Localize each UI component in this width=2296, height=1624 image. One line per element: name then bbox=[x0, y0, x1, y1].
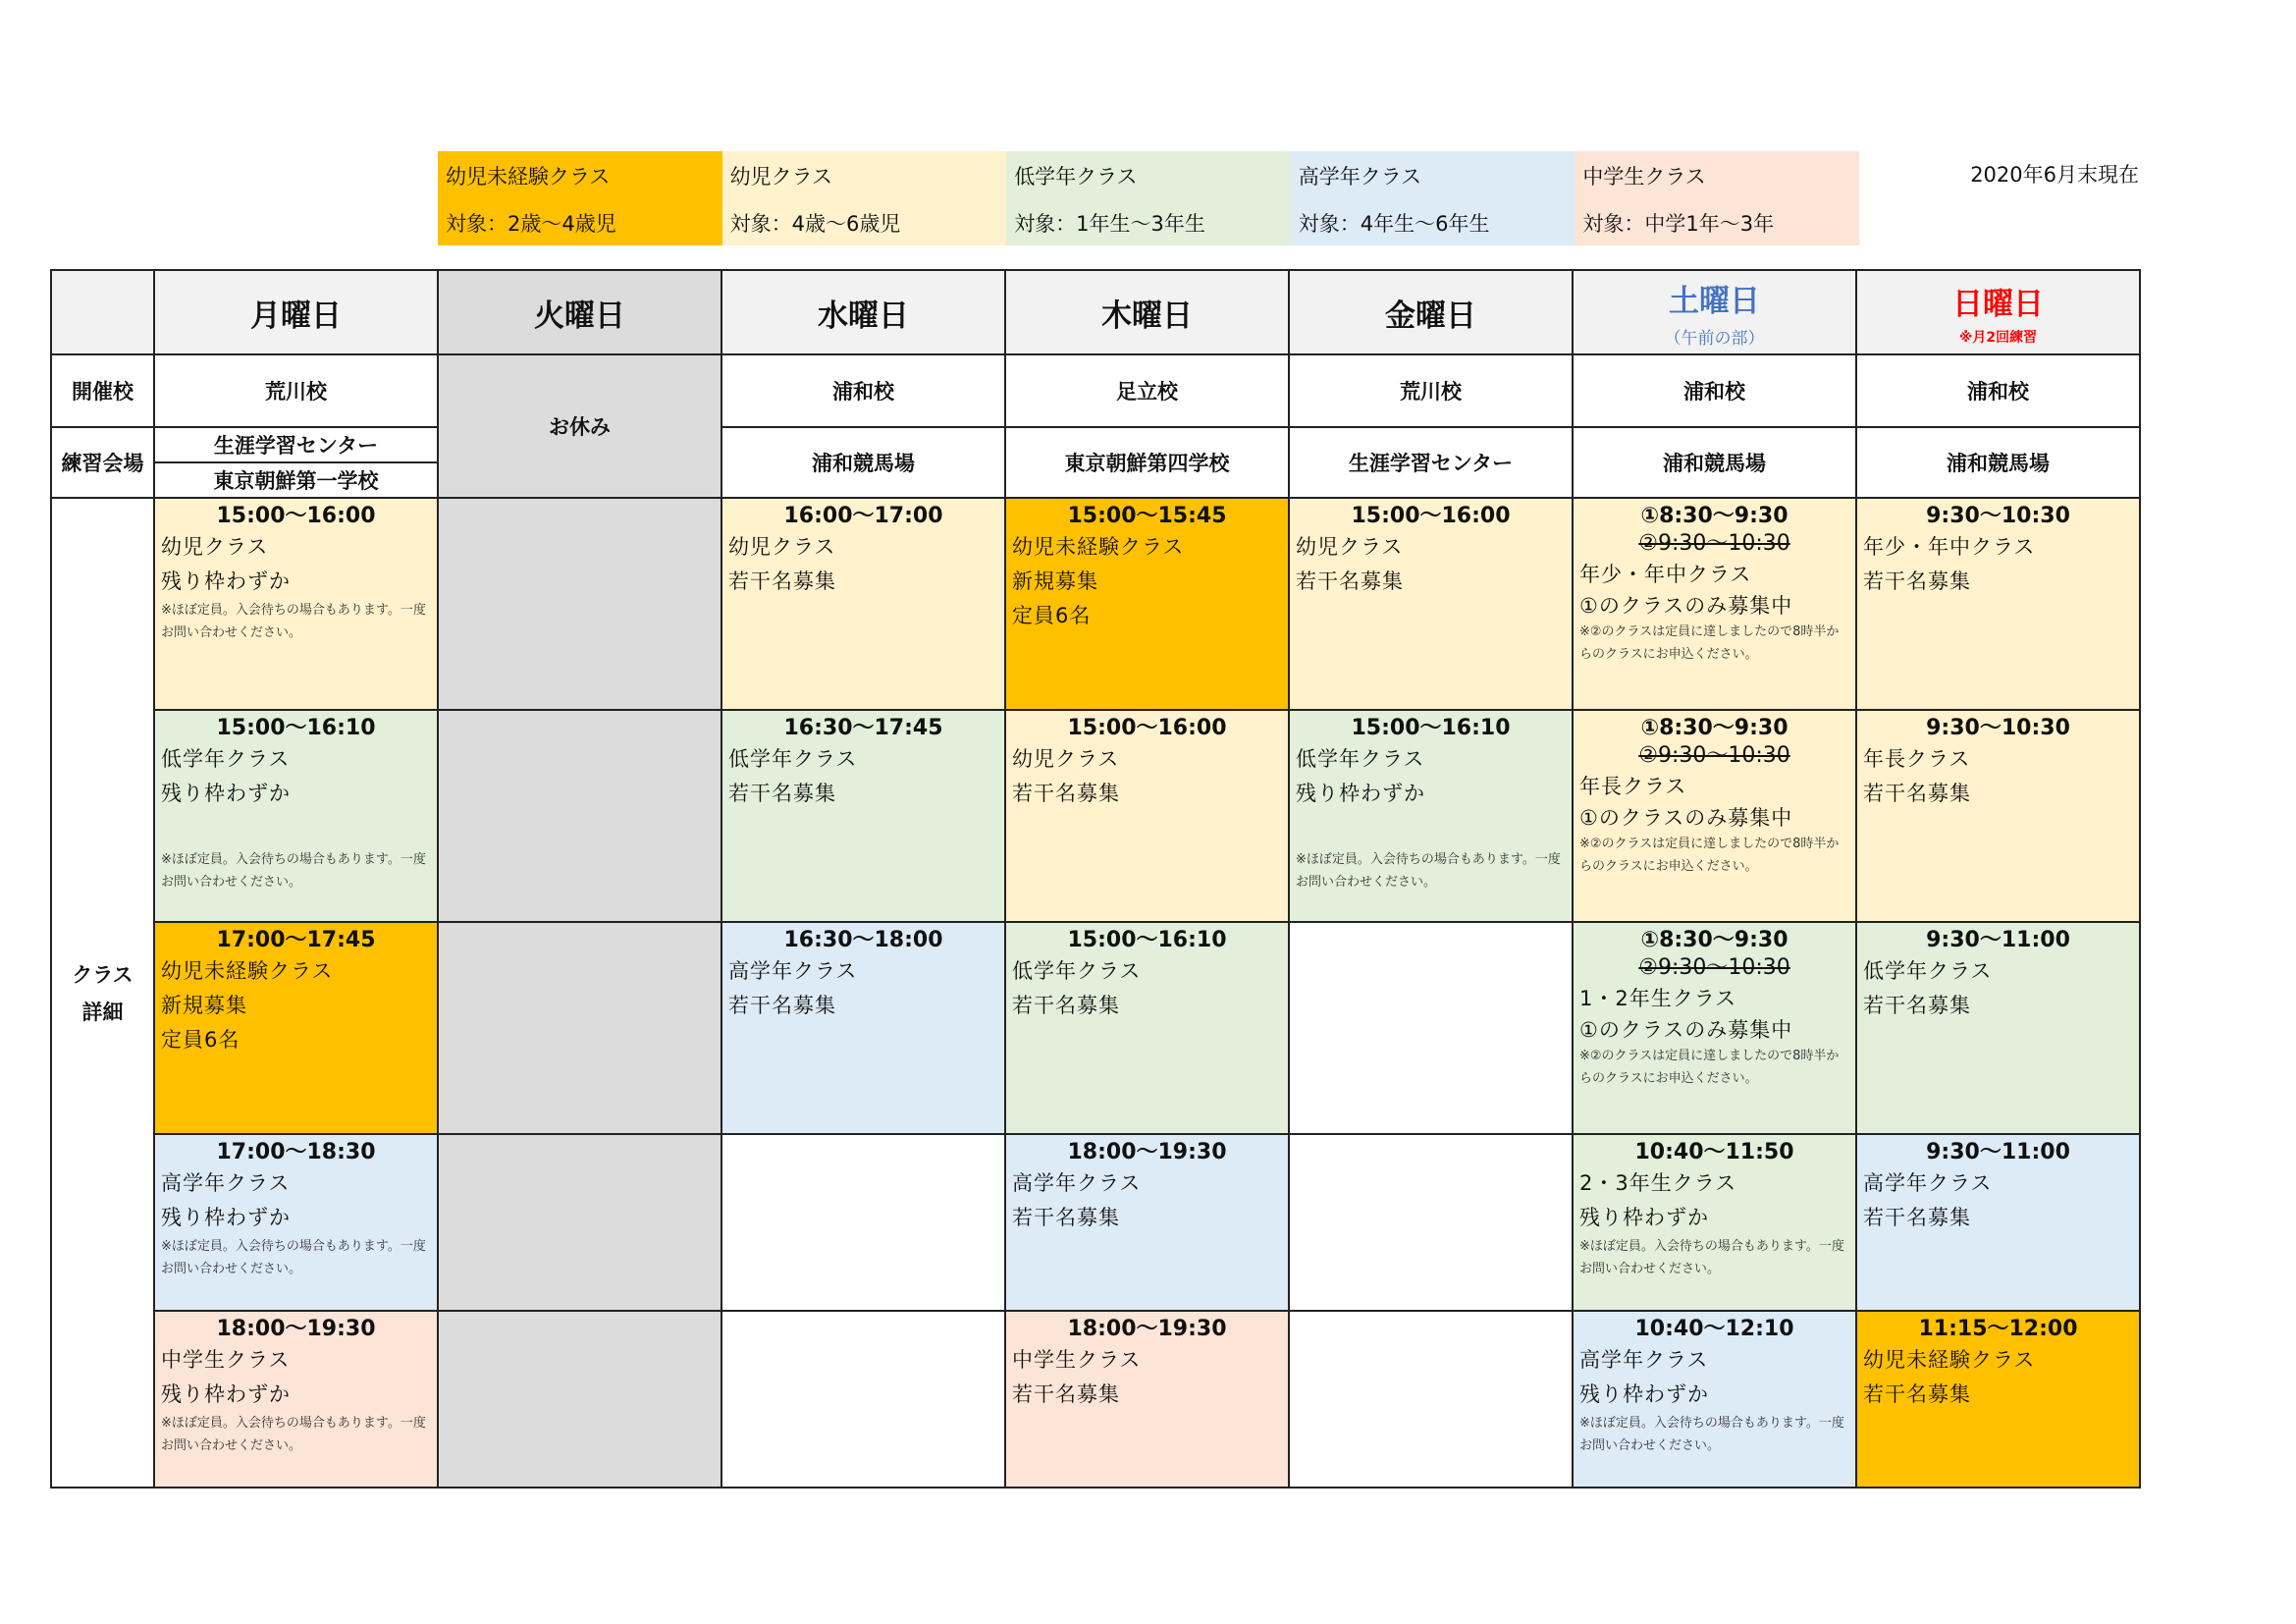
slot-cell bbox=[1005, 922, 1289, 1134]
slot-cell bbox=[1005, 1134, 1289, 1311]
slot-time: 18:00～19:30 bbox=[216, 1317, 376, 1341]
venue-row bbox=[51, 427, 2140, 498]
slot-status: 若干名募集 bbox=[728, 782, 836, 805]
slot-class: 高学年クラス bbox=[728, 959, 858, 983]
day-header-wed: 水曜日 bbox=[721, 270, 1005, 354]
slot-status: 残り枠わずか bbox=[1579, 1206, 1709, 1229]
slot-class: 幼児未経験クラス bbox=[1863, 1348, 2036, 1372]
slot-row bbox=[51, 1311, 2140, 1488]
slot-cell bbox=[154, 710, 438, 922]
slot-class: 幼児クラス bbox=[161, 535, 269, 559]
slot-status: ①のクラスのみ募集中 bbox=[1579, 1018, 1793, 1042]
legend-item-junior-high bbox=[1575, 151, 1859, 245]
day-header-row bbox=[51, 270, 2140, 354]
slot-cell bbox=[721, 922, 1005, 1134]
empty-slot bbox=[721, 1134, 1005, 1311]
slot-cell bbox=[1856, 498, 2140, 710]
slot-cell bbox=[1856, 1134, 2140, 1311]
tue-empty bbox=[438, 710, 721, 922]
slot-note: ※ほぼ定員。入会待ちの場合もあります。一度お問い合わせください。 bbox=[161, 1416, 426, 1453]
slot-cell bbox=[1005, 1311, 1289, 1488]
day-header-thu: 木曜日 bbox=[1005, 270, 1289, 354]
slot-status: ①のクラスのみ募集中 bbox=[1579, 594, 1793, 618]
slot-class: 2・3年生クラス bbox=[1579, 1171, 1737, 1195]
slot-status: 残り枠わずか bbox=[1579, 1382, 1709, 1406]
empty-slot bbox=[721, 1311, 1005, 1488]
legend-name: 高学年クラス bbox=[1298, 165, 1422, 189]
slot-status: 残り枠わずか bbox=[161, 1206, 291, 1229]
slot-time: 15:00～16:00 bbox=[1067, 716, 1227, 740]
slot-status: 若干名募集 bbox=[1296, 569, 1404, 593]
slot-note: ※②のクラスは定員に達しましたので8時半からのクラスにお申込ください。 bbox=[1579, 624, 1840, 662]
slot-status: ①のクラスのみ募集中 bbox=[1579, 806, 1793, 830]
slot-time: 10:40～12:10 bbox=[1634, 1317, 1794, 1341]
slot-time: 9:30～11:00 bbox=[1926, 928, 2070, 952]
slot-status: 残り枠わずか bbox=[161, 782, 291, 805]
slot-row bbox=[51, 922, 2140, 1134]
slot-time-cancelled: ②9:30～10:30 bbox=[1638, 531, 1790, 556]
legend-name: 低学年クラス bbox=[1014, 165, 1138, 189]
slot-time: 10:40～11:50 bbox=[1634, 1140, 1794, 1164]
slot-status: 若干名募集 bbox=[1863, 782, 1971, 805]
slot-time: 17:00～17:45 bbox=[216, 928, 376, 952]
venue-sat: 浦和競馬場 bbox=[1573, 427, 1856, 498]
slot-status: 残り枠わずか bbox=[1296, 782, 1425, 805]
slot-cell bbox=[154, 1311, 438, 1488]
slot-time: 15:00～16:00 bbox=[1351, 504, 1511, 528]
slot-class: 低学年クラス bbox=[1012, 959, 1142, 983]
slot-class: 低学年クラス bbox=[728, 747, 858, 771]
school-mon: 荒川校 bbox=[154, 354, 438, 427]
slot-time: 9:30～10:30 bbox=[1926, 504, 2070, 528]
slot-time: 15:00～16:10 bbox=[1067, 928, 1227, 952]
slot-time: 11:15～12:00 bbox=[1918, 1317, 2078, 1341]
slot-cell bbox=[1289, 710, 1573, 922]
slot-row bbox=[51, 710, 2140, 922]
empty-slot bbox=[1289, 922, 1573, 1134]
slot-cell bbox=[154, 1134, 438, 1311]
row-label-venue: 練習会場 bbox=[51, 427, 154, 498]
slot-time: 17:00～18:30 bbox=[216, 1140, 376, 1164]
slot-status: 若干名募集 bbox=[1012, 994, 1120, 1017]
slot-status: 若干名募集 bbox=[1012, 1206, 1120, 1229]
class-legend bbox=[438, 151, 1859, 245]
slot-class: 幼児クラス bbox=[728, 535, 836, 559]
slot-time-cancelled: ②9:30～10:30 bbox=[1638, 955, 1790, 980]
slot-status: 若干名募集 bbox=[1012, 1382, 1120, 1406]
slot-note: ※ほぼ定員。入会待ちの場合もあります。一度お問い合わせください。 bbox=[1579, 1239, 1844, 1276]
venue-thu: 東京朝鮮第四学校 bbox=[1005, 427, 1289, 498]
slot-time: ①8:30～9:30 bbox=[1640, 928, 1789, 952]
slot-class: 年長クラス bbox=[1863, 747, 1971, 771]
slot-class: 幼児未経験クラス bbox=[1012, 535, 1185, 559]
venue-fri: 生涯学習センター bbox=[1289, 427, 1573, 498]
tue-empty bbox=[438, 922, 721, 1134]
venue-mon-2: 東京朝鮮第一学校 bbox=[213, 469, 379, 493]
slot-capacity: 定員6名 bbox=[1012, 604, 1092, 627]
slot-note: ※ほぼ定員。入会待ちの場合もあります。一度お問い合わせください。 bbox=[161, 852, 426, 890]
legend-target: 対象：4年生～6年生 bbox=[1298, 212, 1490, 236]
slot-status: 若干名募集 bbox=[1012, 782, 1120, 805]
slot-row bbox=[51, 498, 2140, 710]
legend-item-lower-grade bbox=[1006, 151, 1291, 245]
slot-row bbox=[51, 1134, 2140, 1311]
slot-class: 高学年クラス bbox=[161, 1171, 291, 1195]
tue-empty bbox=[438, 1311, 721, 1488]
slot-time: 15:00～16:00 bbox=[216, 504, 376, 528]
tue-closed: お休み bbox=[438, 354, 721, 498]
tue-empty bbox=[438, 1134, 721, 1311]
slot-cell bbox=[154, 498, 438, 710]
slot-note: ※ほぼ定員。入会待ちの場合もあります。一度お問い合わせください。 bbox=[161, 603, 426, 640]
legend-name: 幼児クラス bbox=[729, 165, 832, 189]
legend-name: 中学生クラス bbox=[1582, 165, 1706, 189]
slot-time: 15:00～15:45 bbox=[1067, 504, 1227, 528]
slot-status: 若干名募集 bbox=[728, 569, 836, 593]
day-header-sat: 土曜日 （午前の部） bbox=[1573, 270, 1856, 354]
day-header-sun: 日曜日 ※月2回練習 bbox=[1856, 270, 2140, 354]
school-fri: 荒川校 bbox=[1289, 354, 1573, 427]
as-of-date: 2020年6月末現在 bbox=[1970, 163, 2139, 187]
slot-cell bbox=[1573, 922, 1856, 1134]
slot-cell bbox=[1573, 498, 1856, 710]
slot-status: 残り枠わずか bbox=[161, 1382, 291, 1406]
slot-cell bbox=[1289, 498, 1573, 710]
slot-cell bbox=[1856, 710, 2140, 922]
tue-empty bbox=[438, 498, 721, 710]
legend-item-novice bbox=[438, 151, 722, 245]
slot-cell bbox=[1005, 710, 1289, 922]
slot-class: 中学生クラス bbox=[161, 1348, 291, 1372]
day-header-tue: 火曜日 bbox=[438, 270, 721, 354]
slot-cell bbox=[1856, 1311, 2140, 1488]
empty-slot bbox=[1289, 1134, 1573, 1311]
legend-target: 対象：2歳～4歳児 bbox=[446, 212, 616, 236]
legend-item-upper-grade bbox=[1291, 151, 1575, 245]
slot-capacity: 定員6名 bbox=[161, 1028, 240, 1052]
slot-time: 9:30～11:00 bbox=[1926, 1140, 2070, 1164]
slot-time: 16:30～18:00 bbox=[783, 928, 943, 952]
row-label-school: 開催校 bbox=[51, 354, 154, 427]
slot-time-cancelled: ②9:30～10:30 bbox=[1638, 743, 1790, 768]
school-sat: 浦和校 bbox=[1573, 354, 1856, 427]
slot-class: 高学年クラス bbox=[1579, 1348, 1709, 1372]
slot-note: ※ほぼ定員。入会待ちの場合もあります。一度お問い合わせください。 bbox=[1296, 852, 1561, 890]
slot-class: 幼児未経験クラス bbox=[161, 959, 334, 983]
slot-note: ※②のクラスは定員に達しましたので8時半からのクラスにお申込ください。 bbox=[1579, 1049, 1840, 1086]
slot-class: 年少・年中クラス bbox=[1863, 535, 2036, 559]
slot-class: 低学年クラス bbox=[161, 747, 291, 771]
day-header-fri: 金曜日 bbox=[1289, 270, 1573, 354]
slot-time: ①8:30～9:30 bbox=[1640, 716, 1789, 740]
slot-note: ※ほぼ定員。入会待ちの場合もあります。一度お問い合わせください。 bbox=[1579, 1416, 1844, 1453]
slot-cell bbox=[1005, 498, 1289, 710]
slot-status: 若干名募集 bbox=[1863, 994, 1971, 1017]
legend-item-infant bbox=[722, 151, 1007, 245]
slot-status: 若干名募集 bbox=[1863, 1382, 1971, 1406]
slot-class: 幼児クラス bbox=[1012, 747, 1120, 771]
slot-note: ※ほぼ定員。入会待ちの場合もあります。一度お問い合わせください。 bbox=[161, 1239, 426, 1276]
slot-time: 18:00～19:30 bbox=[1067, 1317, 1227, 1341]
legend-name: 幼児未経験クラス bbox=[446, 165, 611, 189]
slot-class: 低学年クラス bbox=[1863, 959, 1993, 983]
slot-cell bbox=[1573, 1134, 1856, 1311]
venue-mon-1: 生涯学習センター bbox=[155, 428, 437, 463]
empty-slot bbox=[1289, 1311, 1573, 1488]
legend-target: 対象：中学1年～3年 bbox=[1582, 212, 1775, 236]
schedule-table bbox=[50, 269, 2141, 1489]
slot-cell bbox=[1573, 1311, 1856, 1488]
slot-note: ※②のクラスは定員に達しましたので8時半からのクラスにお申込ください。 bbox=[1579, 837, 1840, 874]
slot-status: 若干名募集 bbox=[1863, 569, 1971, 593]
slot-time: 15:00～16:10 bbox=[216, 716, 376, 740]
slot-cell bbox=[154, 922, 438, 1134]
slot-time: 9:30～10:30 bbox=[1926, 716, 2070, 740]
slot-time: 16:00～17:00 bbox=[783, 504, 943, 528]
legend-target: 対象：4歳～6歳児 bbox=[729, 212, 901, 236]
venue-mon bbox=[154, 427, 438, 498]
slot-cell bbox=[721, 710, 1005, 922]
row-label-detail: クラス 詳細 bbox=[51, 498, 154, 1488]
slot-class: 1・2年生クラス bbox=[1579, 987, 1737, 1010]
slot-class: 高学年クラス bbox=[1012, 1171, 1142, 1195]
slot-class: 低学年クラス bbox=[1296, 747, 1425, 771]
school-wed: 浦和校 bbox=[721, 354, 1005, 427]
slot-class: 年少・年中クラス bbox=[1579, 563, 1752, 586]
slot-cell bbox=[1856, 922, 2140, 1134]
legend-target: 対象：1年生～3年生 bbox=[1014, 212, 1205, 236]
day-header-mon: 月曜日 bbox=[154, 270, 438, 354]
school-row bbox=[51, 354, 2140, 427]
slot-class: 高学年クラス bbox=[1863, 1171, 1993, 1195]
venue-wed: 浦和競馬場 bbox=[721, 427, 1005, 498]
slot-status: 残り枠わずか bbox=[161, 569, 291, 593]
school-thu: 足立校 bbox=[1005, 354, 1289, 427]
slot-status: 新規募集 bbox=[161, 994, 247, 1017]
corner-cell bbox=[51, 270, 154, 354]
slot-class: 中学生クラス bbox=[1012, 1348, 1142, 1372]
slot-time: 18:00～19:30 bbox=[1067, 1140, 1227, 1164]
slot-time: 16:30～17:45 bbox=[783, 716, 943, 740]
slot-cell bbox=[1573, 710, 1856, 922]
slot-status: 若干名募集 bbox=[1863, 1206, 1971, 1229]
slot-cell bbox=[721, 498, 1005, 710]
slot-time: 15:00～16:10 bbox=[1351, 716, 1511, 740]
slot-status: 新規募集 bbox=[1012, 569, 1098, 593]
slot-time: ①8:30～9:30 bbox=[1640, 504, 1789, 528]
slot-class: 幼児クラス bbox=[1296, 535, 1404, 559]
school-sun: 浦和校 bbox=[1856, 354, 2140, 427]
slot-status: 若干名募集 bbox=[728, 994, 836, 1017]
venue-sun: 浦和競馬場 bbox=[1856, 427, 2140, 498]
slot-class: 年長クラス bbox=[1579, 775, 1687, 798]
